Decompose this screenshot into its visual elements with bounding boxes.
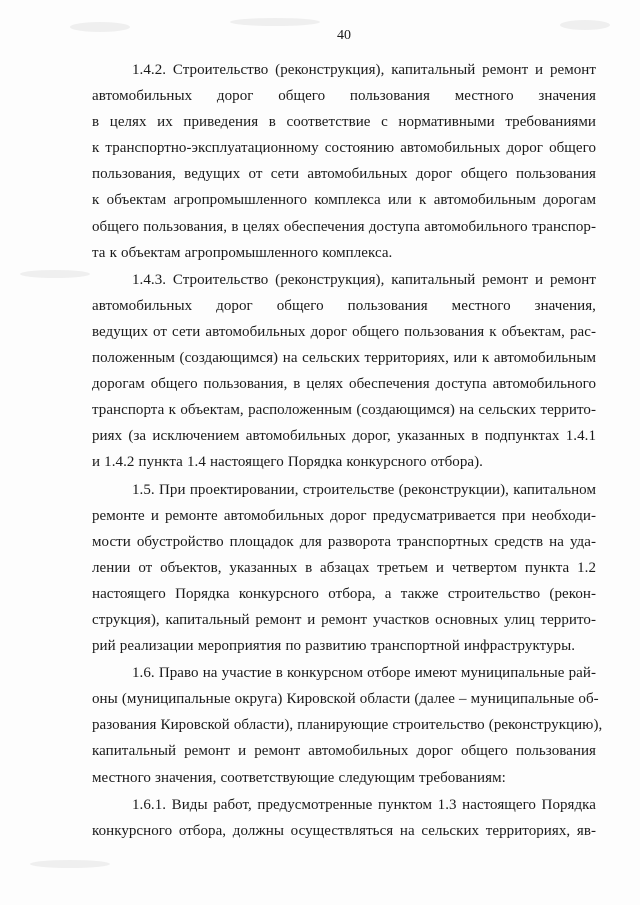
- paragraph-1-6: [92, 660, 603, 790]
- text-line: общего пользования, в целях обеспечения доступа автомобильного транспор-: [92, 218, 596, 235]
- text-line: рий реализации мероприятия по развитию транспортной инфраструктуры.: [92, 638, 576, 655]
- text-line: 1.6.1. Виды работ, предусмотренные пунктом 1.3 настоящего Порядка: [132, 796, 596, 813]
- text-line: в целях их приведения в соответствие с нормативными требованиями: [92, 114, 596, 131]
- text-line: местного значения, соответствующие следующим требованиям:: [92, 769, 506, 786]
- text-line: автомобильных дорог общего пользования местного значения,: [92, 297, 596, 314]
- text-line: капитальный ремонт и ремонт автомобильных дорог общего пользования: [92, 743, 596, 760]
- scan-speckle: [30, 860, 110, 868]
- text-line: и 1.4.2 пункта 1.4 настоящего Порядка конкурсного отбора).: [92, 454, 483, 471]
- text-line: струкция), капитальный ремонт и ремонт участков основных улиц террито-: [92, 611, 596, 628]
- text-line: транспорта к объектам, расположенным (создающимся) на сельских террито-: [92, 402, 596, 419]
- text-line: мости обустройство площадок для разворота транспортных средств на уда-: [92, 533, 596, 550]
- scan-speckle: [70, 22, 130, 32]
- scan-speckle: [20, 270, 90, 278]
- text-line: 1.5. При проектировании, строительстве (реконструкции), капитальном: [132, 481, 596, 498]
- text-line: к транспортно-эксплуатационному состоянию автомобильных дорог общего: [92, 140, 596, 157]
- document-body: [92, 57, 603, 844]
- text-line: 1.4.2. Строительство (реконструкция), капитальный ремонт и ремонт: [132, 62, 596, 78]
- text-line: оны (муниципальные округа) Кировской области (далее – муниципальные об-: [92, 691, 599, 708]
- text-line: 1.4.3. Строительство (реконструкция), капитальный ремонт и ремонт: [132, 271, 596, 288]
- text-line: дорогам общего пользования, в целях обеспечения доступа автомобильного: [92, 376, 596, 393]
- text-line: конкурсного отбора, должны осуществляться на сельских территориях, яв-: [92, 822, 596, 839]
- paragraph-1-6-1: [92, 792, 596, 844]
- page-number: 40: [337, 28, 351, 43]
- text-line: та к объектам агропромышленного комплекса.: [92, 244, 393, 261]
- paragraph-1-4-3: [92, 267, 596, 476]
- paragraph-1-4-2: [92, 57, 596, 266]
- text-line: 1.6. Право на участие в конкурсном отборе имеют муниципальные рай-: [132, 665, 596, 682]
- text-line: ведущих от сети автомобильных дорог общего пользования к объектам, рас-: [92, 323, 596, 340]
- paragraph-1-5: [92, 477, 596, 660]
- text-line: разования Кировской области), планирующие строительство (реконструкцию),: [92, 717, 603, 734]
- text-line: риях (за исключением автомобильных дорог, указанных в подпунктах 1.4.1: [92, 428, 596, 445]
- text-line: к объектам агропромышленного комплекса или к автомобильным дорогам: [92, 192, 596, 209]
- text-line: положенным (создающимся) на сельских территориях, или к автомобильным: [92, 350, 596, 367]
- text-line: ремонте и ремонте автомобильных дорог предусматривается при необходи-: [92, 507, 596, 524]
- text-line: автомобильных дорог общего пользования местного значения: [92, 88, 596, 105]
- text-line: пользования, ведущих от сети автомобильных дорог общего пользования: [92, 166, 596, 183]
- text-line: лении от объектов, указанных в абзацах третьем и четвертом пункта 1.2: [92, 559, 596, 576]
- scan-speckle: [560, 20, 610, 30]
- scan-speckle: [230, 18, 320, 26]
- text-line: настоящего Порядка конкурсного отбора, а также строительство (рекон-: [92, 585, 596, 602]
